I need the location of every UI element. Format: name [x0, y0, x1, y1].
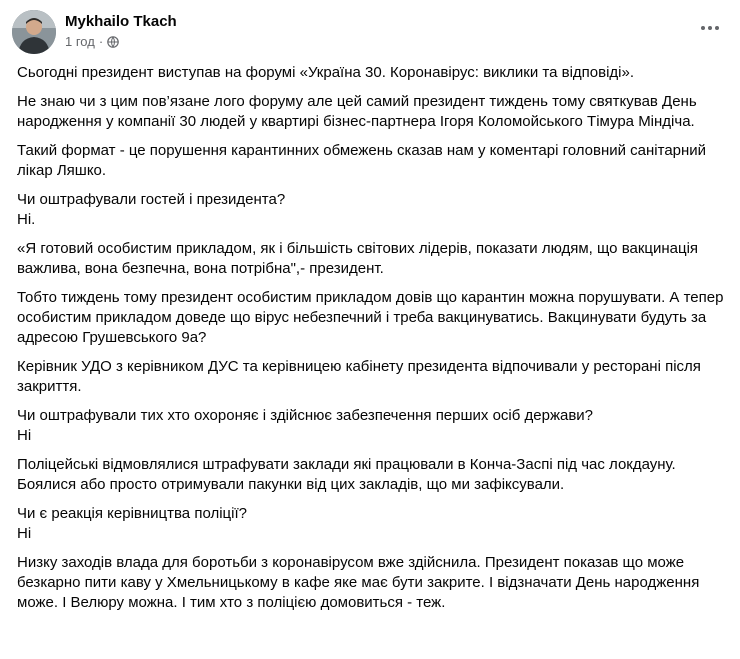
post-paragraph: Такий формат - це порушення карантинних обмежень сказав нам у коментарі головний санітарний лікар Ляшко.	[17, 142, 707, 179]
post-body	[17, 63, 729, 622]
post-timestamp[interactable]: 1 год	[65, 34, 95, 49]
post-paragraph: Чи оштрафували гостей і президента? Ні.	[17, 191, 286, 228]
post-paragraph: Керівник УДО з керівником ДУС та керівницею кабінету президента відпочивали у ресторані після закриття.	[17, 358, 701, 395]
post-paragraph: Тобто тиждень тому президент особистим прикладом довів що карантин можна порушувати. А тепер особистим прикладом доведе що вірус небезпечний і треба вакцинуватись. Вакцинувати будуть за адресою Грушевського 9а?	[17, 289, 724, 346]
post-paragraph: Чи оштрафували тих хто охороняє і здійснює забезпечення перших осіб держави? Ні	[17, 407, 594, 444]
globe-icon[interactable]	[107, 36, 119, 48]
post-paragraph: Низку заходів влада для боротьби з коронавірусом вже здійснила. Президент показав що може безкарно пити каву у Хмельницькому в кафе яке має бути закрите. І відзначати День народження може. І Велюру можна. І тим хто з поліцією домовиться - теж.	[17, 554, 700, 611]
post-paragraph: Чи є реакція керівництва поліції? Ні	[17, 505, 247, 542]
post-paragraph: «Я готовий особистим прикладом, як і більшість світових лідерів, показати людям, що вакцинація важлива, вона безпечна, вона потрібна",- президент.	[17, 240, 699, 277]
post-meta	[65, 34, 119, 49]
post-paragraph: Не знаю чи з цим пов’язане лого форуму але цей самий президент тиждень тому святкував День народження у компанії 30 людей у квартирі бізнес-партнера Ігоря Коломойського Тімура Міндіча.	[17, 93, 697, 130]
more-options-icon[interactable]	[694, 14, 726, 42]
meta-separator: ·	[98, 34, 104, 49]
post-paragraph: Поліцейські відмовлялися штрафувати заклади які працювали в Конча-Заспі під час локдауну. Боялися або просто отримували пакунки від цих закладів, що ми зафіксували.	[17, 456, 676, 493]
avatar[interactable]	[12, 10, 56, 54]
post-header	[12, 10, 728, 56]
post-paragraph: Сьогодні президент виступав на форумі «Україна 30. Коронавірус: виклики та відповіді».	[17, 64, 635, 81]
author-name[interactable]: Mykhailo Tkach	[65, 13, 177, 30]
